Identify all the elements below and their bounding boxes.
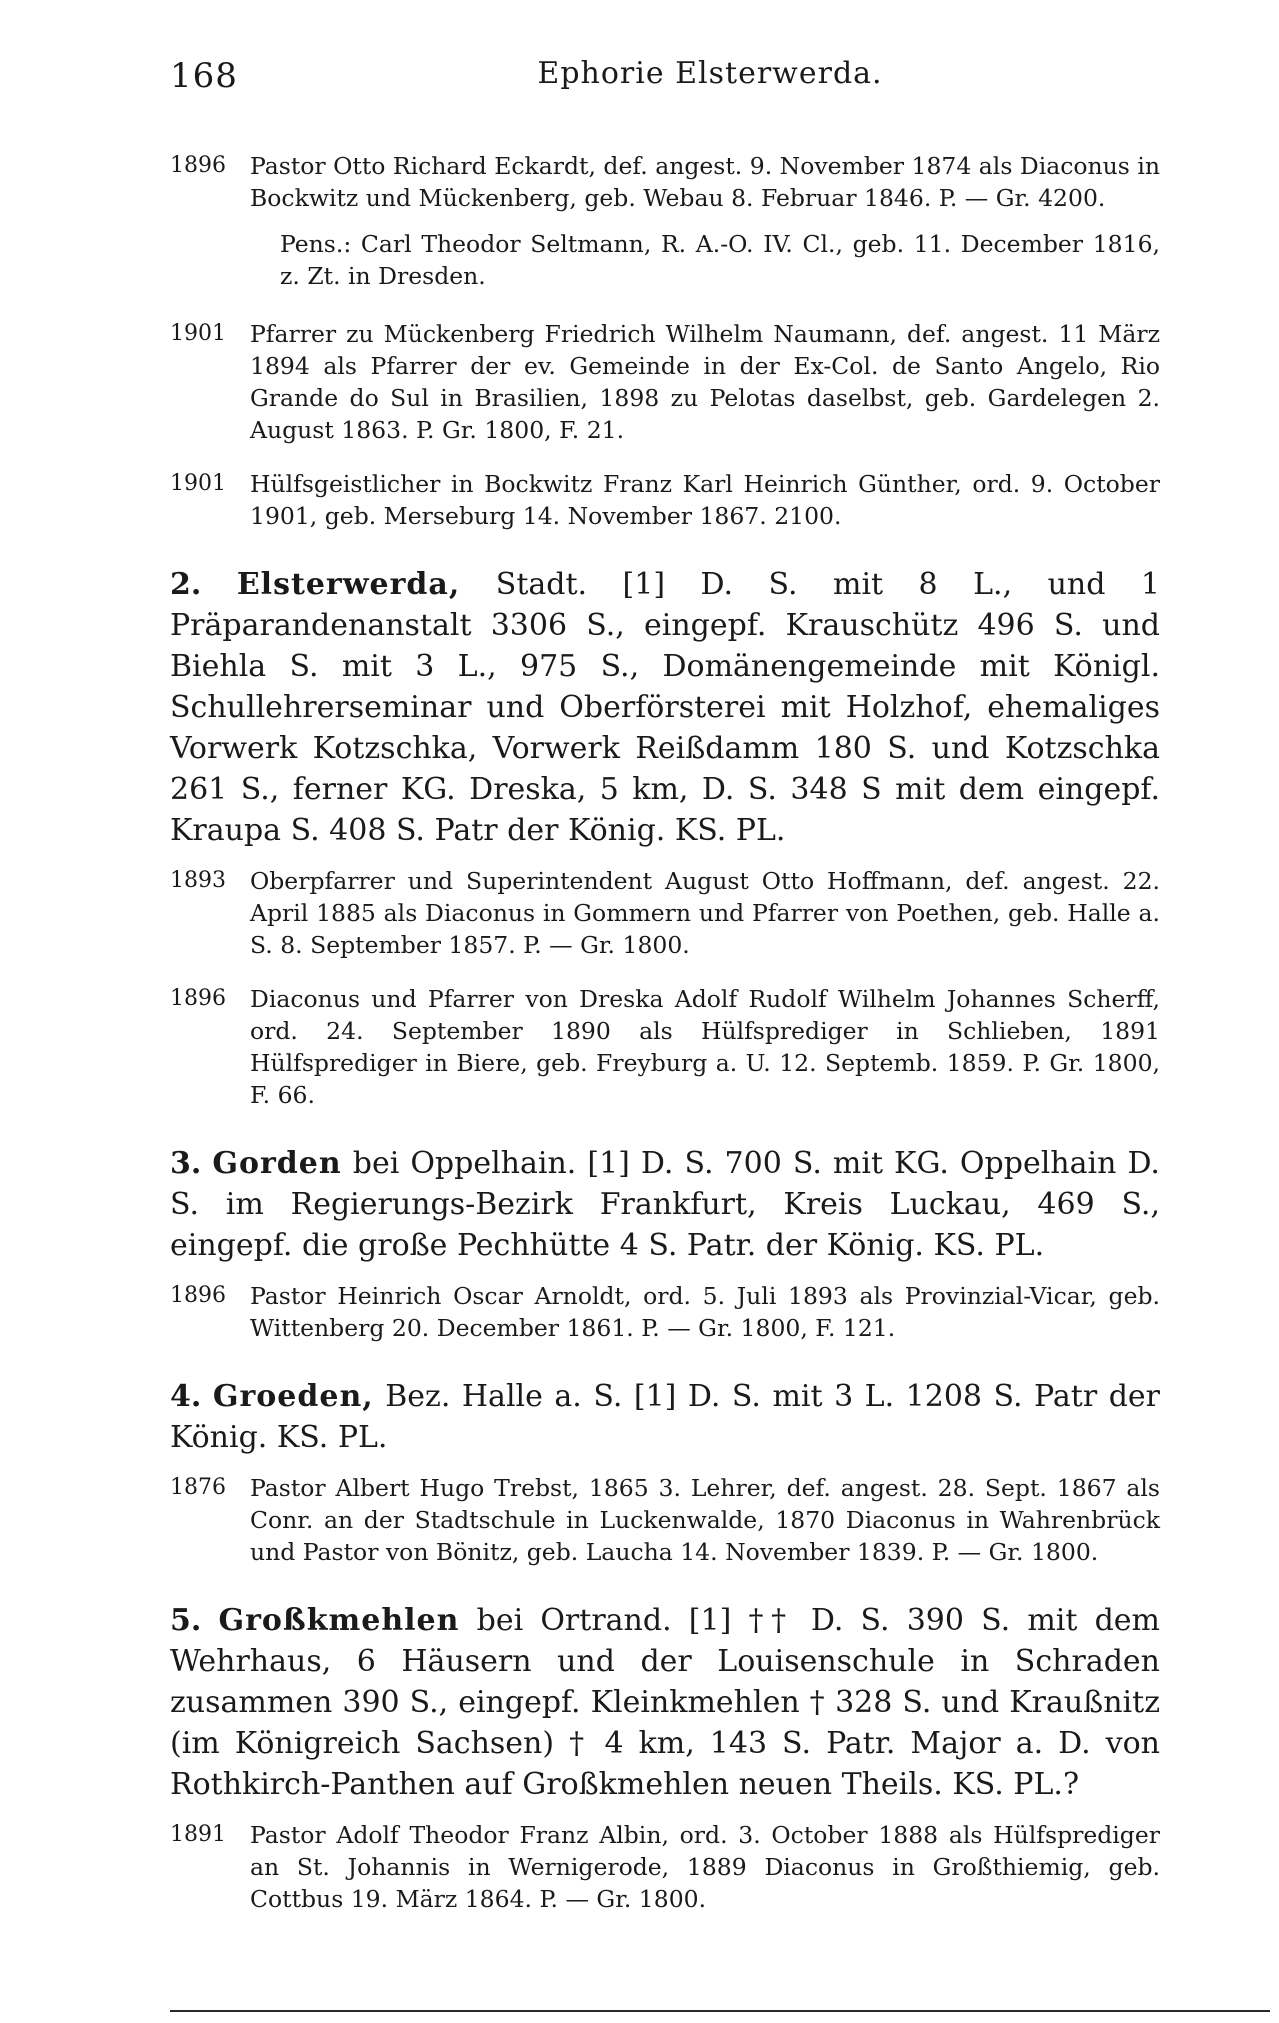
- entry-text: Hülfsgeistlicher in Bockwitz Franz Karl Heinrich Günther, ord. 9. October 1901, geb. Merseburg 14. November 1867. 2100.: [250, 470, 1160, 530]
- parish-section: [170, 1600, 1160, 1805]
- entry-year: 1901: [170, 321, 226, 346]
- clergy-entry: [170, 1819, 1160, 1915]
- section-number: 4.: [170, 1379, 202, 1414]
- section-text: Stadt. [1] D. S. mit 8 L., und 1 Präparandenanstalt 3306 S., eingepf. Krauschütz 496 S. und Biehla S. mit 3 L., 975 S., Domänengemeinde mit Königl. Schullehrerseminar und Oberförsterei mit Holzhof, ehemaliges Vorwerk Kotzschka, Vorwerk Reißdamm 180 S. und Kotzschka 261 S., ferner KG. Dreska, 5 km, D. S. 348 S mit dem eingepf. Kraupa S. 408 S. Patr der König. KS. PL.: [170, 567, 1160, 848]
- pension-note: [170, 228, 1160, 292]
- entry-year: 1896: [170, 1283, 226, 1308]
- section-name: Groeden,: [212, 1379, 374, 1414]
- entry-text: Oberpfarrer und Superintendent August Otto Hoffmann, def. angest. 22. April 1885 als Diaconus in Gommern und Pfarrer von Poethen, geb. Halle a. S. 8. September 1857. P. — Gr. 1800.: [250, 867, 1160, 959]
- entry-year: 1893: [170, 868, 226, 893]
- clergy-entry: [170, 150, 1160, 214]
- entry-text: Pastor Heinrich Oscar Arnoldt, ord. 5. Juli 1893 als Provinzial-Vicar, geb. Wittenberg 20. December 1861. P. — Gr. 1800, F. 121.: [250, 1282, 1160, 1342]
- clergy-entry: [170, 318, 1160, 446]
- parish-section: [170, 564, 1160, 851]
- section-number: 5.: [170, 1603, 202, 1638]
- parish-section: [170, 1143, 1160, 1266]
- clergy-entry: [170, 983, 1160, 1111]
- page-number: 168: [170, 56, 238, 96]
- text-column: [170, 150, 1160, 1937]
- section-text: bei Oppelhain. [1] D. S. 700 S. mit KG. Oppelhain D. S. im Regierungs-Bezirk Frankfurt, Kreis Luckau, 469 S., eingepf. die große Pechhütte 4 S. Patr. der König. KS. PL.: [170, 1146, 1160, 1263]
- section-name: Großkmehlen: [218, 1603, 460, 1638]
- entry-year: 1876: [170, 1475, 226, 1500]
- section-name: Elsterwerda,: [236, 567, 461, 602]
- section-name: Gorden: [212, 1146, 342, 1181]
- bottom-rule: [170, 2010, 1270, 2012]
- entry-text: Pastor Adolf Theodor Franz Albin, ord. 3. October 1888 als Hülfsprediger an St. Johannis in Wernigerode, 1889 Diaconus in Großthiemig, geb. Cottbus 19. März 1864. P. — Gr. 1800.: [250, 1821, 1160, 1913]
- entry-text: Pfarrer zu Mückenberg Friedrich Wilhelm Naumann, def. angest. 11 März 1894 als Pfarrer der ev. Gemeinde in der Ex-Col. de Santo Angelo, Rio Grande do Sul in Brasilien, 1898 zu Pelotas daselbst, geb. Gardelegen 2. August 1863. P. Gr. 1800, F. 21.: [250, 320, 1160, 444]
- entry-text: Pens.: Carl Theodor Seltmann, R. A.-O. IV. Cl., geb. 11. December 1816, z. Zt. in Dresden.: [280, 230, 1160, 290]
- section-number: 3.: [170, 1146, 202, 1181]
- clergy-entry: [170, 1280, 1160, 1344]
- entry-text: Diaconus und Pfarrer von Dreska Adolf Rudolf Wilhelm Johannes Scherff, ord. 24. September 1890 als Hülfsprediger in Schlieben, 1891 Hülfsprediger in Biere, geb. Freyburg a. U. 12. Septemb. 1859. P. Gr. 1800, F. 66.: [250, 985, 1160, 1109]
- entry-year: 1896: [170, 986, 226, 1011]
- clergy-entry: [170, 1472, 1160, 1568]
- section-number: 2.: [170, 567, 202, 602]
- entry-year: 1896: [170, 153, 226, 178]
- section-text: Bez. Halle a. S. [1] D. S. mit 3 L. 1208 S. Patr der König. KS. PL.: [170, 1379, 1160, 1455]
- clergy-entry: [170, 468, 1160, 532]
- entry-text: Pastor Albert Hugo Trebst, 1865 3. Lehrer, def. angest. 28. Sept. 1867 als Conr. an der Stadtschule in Luckenwalde, 1870 Diaconus in Wahrenbrück und Pastor von Bönitz, geb. Laucha 14. November 1839. P. — Gr. 1800.: [250, 1474, 1160, 1566]
- clergy-entry: [170, 865, 1160, 961]
- page-header: [170, 56, 1170, 106]
- entry-year: 1901: [170, 471, 226, 496]
- section-text: bei Ortrand. [1] †† D. S. 390 S. mit dem Wehrhaus, 6 Häusern und der Louisenschule in Schraden zusammen 390 S., eingepf. Kleinkmehlen † 328 S. und Kraußnitz (im Königreich Sachsen) † 4 km, 143 S. Patr. Major a. D. von Rothkirch-Panthen auf Großkmehlen neuen Theils. KS. PL.?: [170, 1603, 1160, 1802]
- running-title: Ephorie Elsterwerda.: [537, 56, 883, 91]
- entry-year: 1891: [170, 1822, 226, 1847]
- entry-text: Pastor Otto Richard Eckardt, def. angest. 9. November 1874 als Diaconus in Bockwitz und Mückenberg, geb. Webau 8. Februar 1846. P. — Gr. 4200.: [250, 152, 1160, 212]
- parish-section: [170, 1376, 1160, 1458]
